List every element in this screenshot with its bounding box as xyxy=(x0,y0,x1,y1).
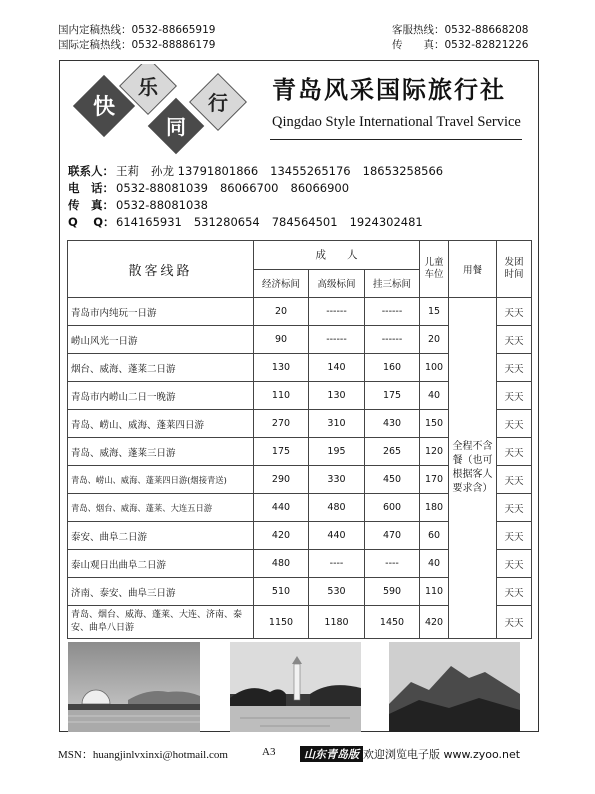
table-row xyxy=(68,298,532,326)
title-underline xyxy=(270,139,522,140)
kuaile-tongxing-logo xyxy=(70,64,250,164)
logo-char-1: 快 xyxy=(92,94,116,120)
departure: 天天 xyxy=(497,326,532,354)
price-economy: 110 xyxy=(254,382,309,410)
price-premium: 440 xyxy=(309,522,365,550)
company-name-en: Qingdao Style International Travel Service xyxy=(272,114,521,130)
route-name: 青岛、烟台、威海、蓬莱、大连五日游 xyxy=(68,494,254,522)
departure: 天天 xyxy=(497,354,532,382)
routes-price-table xyxy=(67,240,532,639)
price-three-star: ------ xyxy=(365,298,420,326)
price-three-star: 590 xyxy=(365,578,420,606)
footer-msn: MSN：huangjinlvxinxi@hotmail.com xyxy=(58,749,228,761)
contact-phone: 18653258566 xyxy=(362,164,444,178)
fax-number: 0532-88081038 xyxy=(116,198,208,212)
price-three-star: 175 xyxy=(365,382,420,410)
qq-number: 614165931 xyxy=(116,215,182,229)
price-three-star: ------ xyxy=(365,326,420,354)
price-economy: 420 xyxy=(254,522,309,550)
contact-phone-line xyxy=(68,180,361,196)
header-economy: 经济标间 xyxy=(254,269,309,298)
price-premium: ---- xyxy=(309,550,365,578)
company-name-cn: 青岛风采国际旅行社 xyxy=(272,75,506,104)
phone-number: 86066700 xyxy=(219,181,279,195)
price-premium: 480 xyxy=(309,494,365,522)
logo-char-4: 行 xyxy=(208,91,228,115)
departure: 天天 xyxy=(497,578,532,606)
route-name: 青岛市内纯玩一日游 xyxy=(68,298,254,326)
contact-people-label: 联系人： xyxy=(68,164,114,178)
contact-fax-line xyxy=(68,197,220,213)
price-premium: 130 xyxy=(309,382,365,410)
departure: 天天 xyxy=(497,438,532,466)
price-three-star: 160 xyxy=(365,354,420,382)
header-departure: 发团时间 xyxy=(497,241,532,298)
departure: 天天 xyxy=(497,522,532,550)
phone-number: 0532-88081039 xyxy=(116,181,208,195)
departure: 天天 xyxy=(497,550,532,578)
price-child: 20 xyxy=(420,326,449,354)
header-three-star: 挂三标间 xyxy=(365,269,420,298)
footer-banner xyxy=(300,746,520,762)
price-economy: 480 xyxy=(254,550,309,578)
price-premium: 195 xyxy=(309,438,365,466)
phone-label: 电 话： xyxy=(68,181,114,195)
price-three-star: 265 xyxy=(365,438,420,466)
price-premium: ------ xyxy=(309,326,365,354)
departure: 天天 xyxy=(497,410,532,438)
price-premium: ------ xyxy=(309,298,365,326)
header-adult: 成 人 xyxy=(254,241,420,270)
price-three-star: 1450 xyxy=(365,606,420,639)
contact-qq-line xyxy=(68,214,435,230)
price-three-star: 430 xyxy=(365,410,420,438)
mountain-photo xyxy=(389,642,520,732)
qq-number: 1924302481 xyxy=(349,215,423,229)
price-economy: 510 xyxy=(254,578,309,606)
domestic-hotline: 国内定稿热线：0532-88665919 xyxy=(58,24,216,36)
price-child: 170 xyxy=(420,466,449,494)
price-child: 15 xyxy=(420,298,449,326)
price-child: 60 xyxy=(420,522,449,550)
route-name: 青岛、烟台、威海、蓬莱、大连、济南、泰安、曲阜八日游 xyxy=(68,606,254,639)
qq-number: 531280654 xyxy=(193,215,260,229)
price-three-star: ---- xyxy=(365,550,420,578)
price-economy: 1150 xyxy=(254,606,309,639)
price-economy: 20 xyxy=(254,298,309,326)
price-child: 100 xyxy=(420,354,449,382)
header-premium: 高级标间 xyxy=(309,269,365,298)
price-economy: 130 xyxy=(254,354,309,382)
price-child: 150 xyxy=(420,410,449,438)
departure: 天天 xyxy=(497,494,532,522)
route-name: 崂山风光一日游 xyxy=(68,326,254,354)
header-route: 散客线路 xyxy=(68,241,254,298)
footer-welcome: 欢迎浏览电子版 www.zyoo.net xyxy=(363,748,521,761)
price-economy: 440 xyxy=(254,494,309,522)
logo-char-3: 同 xyxy=(166,115,186,139)
footer-page-number: A3 xyxy=(262,746,276,758)
fax-label: 传 真： xyxy=(68,198,114,212)
departure: 天天 xyxy=(497,466,532,494)
header-meal: 用餐 xyxy=(449,241,497,298)
qq-label: Q Q： xyxy=(68,215,115,229)
park-lighthouse-photo xyxy=(230,642,361,732)
price-child: 110 xyxy=(420,578,449,606)
price-economy: 175 xyxy=(254,438,309,466)
route-name: 青岛、崂山、威海、蓬莱四日游(烟接青送) xyxy=(68,466,254,494)
price-premium: 140 xyxy=(309,354,365,382)
route-name: 烟台、威海、蓬莱二日游 xyxy=(68,354,254,382)
meal-note: 全程不含餐（也可根据客人要求含） xyxy=(449,298,497,639)
price-premium: 310 xyxy=(309,410,365,438)
service-hotline: 客服热线：0532-88668208 xyxy=(392,24,529,36)
seaside-dome-photo xyxy=(68,642,200,732)
price-child: 40 xyxy=(420,550,449,578)
contact-person: 王莉 xyxy=(116,164,139,178)
route-name: 青岛、崂山、威海、蓬莱四日游 xyxy=(68,410,254,438)
price-three-star: 450 xyxy=(365,466,420,494)
route-name: 泰安、曲阜二日游 xyxy=(68,522,254,550)
price-three-star: 600 xyxy=(365,494,420,522)
price-child: 40 xyxy=(420,382,449,410)
footer-brand: 山东青岛版 xyxy=(300,746,363,762)
route-name: 济南、泰安、曲阜三日游 xyxy=(68,578,254,606)
contact-person: 孙龙 13791801866 xyxy=(151,164,259,178)
route-name: 青岛市内崂山二日一晚游 xyxy=(68,382,254,410)
phone-number: 86066900 xyxy=(290,181,350,195)
route-name: 泰山观日出曲阜二日游 xyxy=(68,550,254,578)
price-child: 420 xyxy=(420,606,449,639)
header-child: 儿童车位 xyxy=(420,241,449,298)
price-economy: 270 xyxy=(254,410,309,438)
departure: 天天 xyxy=(497,298,532,326)
departure: 天天 xyxy=(497,606,532,639)
price-child: 180 xyxy=(420,494,449,522)
price-premium: 1180 xyxy=(309,606,365,639)
departure: 天天 xyxy=(497,382,532,410)
contact-people-line xyxy=(68,163,455,179)
price-premium: 530 xyxy=(309,578,365,606)
contact-phone: 13455265176 xyxy=(270,164,351,178)
fax-hotline: 传 真：0532-82821226 xyxy=(392,39,529,51)
price-three-star: 470 xyxy=(365,522,420,550)
qq-number: 784564501 xyxy=(271,215,338,229)
price-premium: 330 xyxy=(309,466,365,494)
price-economy: 90 xyxy=(254,326,309,354)
international-hotline: 国际定稿热线：0532-88886179 xyxy=(58,39,216,51)
route-name: 青岛、威海、蓬莱三日游 xyxy=(68,438,254,466)
price-economy: 290 xyxy=(254,466,309,494)
price-child: 120 xyxy=(420,438,449,466)
logo-char-2: 乐 xyxy=(138,75,158,99)
